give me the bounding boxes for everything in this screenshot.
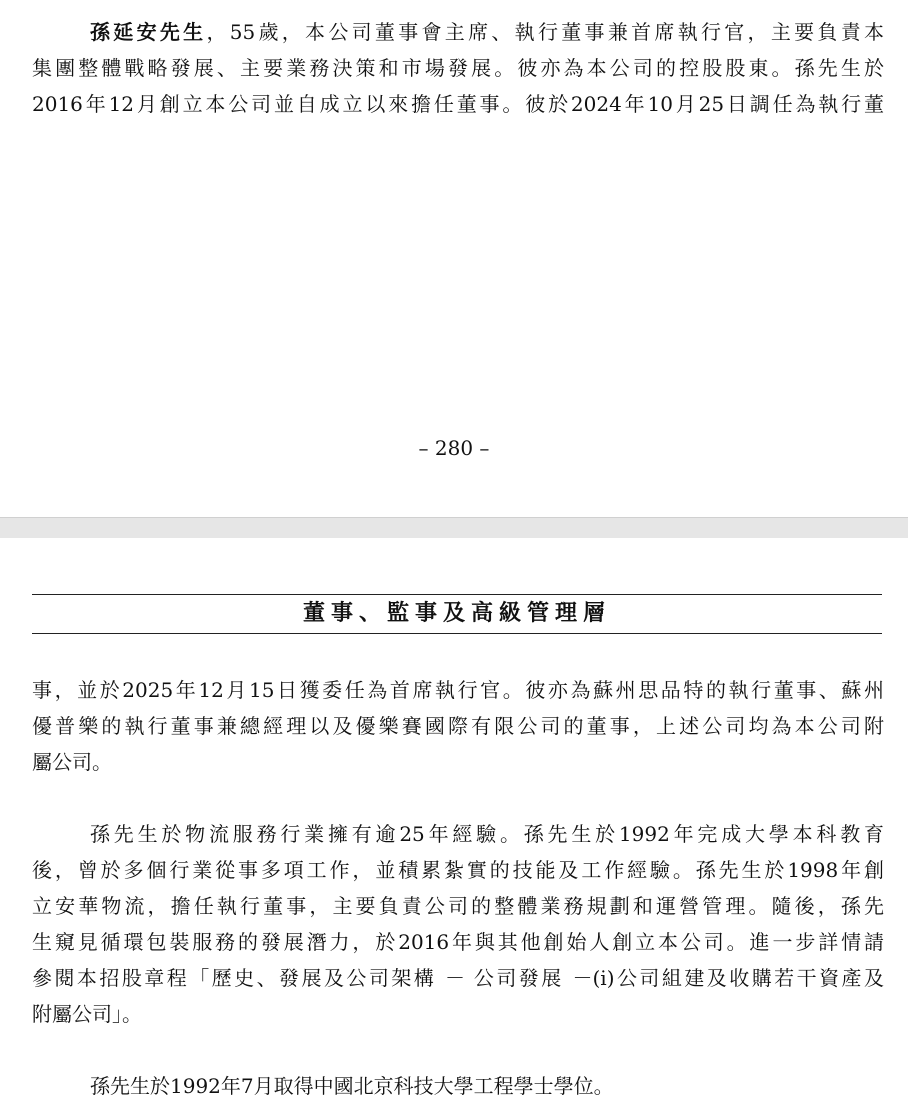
bio-line: 屬公司。 <box>32 750 112 774</box>
page-separator <box>0 517 908 538</box>
bio-line: 附屬公司」。 <box>32 1002 142 1026</box>
experience-paragraph <box>32 816 884 1032</box>
bio-paragraph-top <box>32 14 884 122</box>
director-name: 孫延安先生 <box>90 20 207 44</box>
page-number: – 280 – <box>418 436 490 460</box>
bio-line: 孫先生於物流服務行業擁有逾25年經驗。孫先生於1992年完成大學本科教育 <box>90 822 884 846</box>
bio-line: 孫先生於1992年7月取得中國北京科技大學工程學士學位。 <box>90 1074 614 1098</box>
bio-line: 集團整體戰略發展、主要業務決策和市場發展。彼亦為本公司的控股股東。孫先生於 <box>32 56 884 80</box>
bio-line: 優普樂的執行董事兼總經理以及優樂賽國際有限公司的董事，上述公司均為本公司附 <box>32 714 884 738</box>
bio-line: 參閱本招股章程「歷史、發展及公司架構 － 公司發展 －(i)公司組建及收購若干資產及 <box>32 966 884 990</box>
bio-line: 生窺見循環包裝服務的發展潛力，於2016年與其他創始人創立本公司。進一步詳情請 <box>32 930 884 954</box>
section-title: 董事、監事及高級管理層 <box>32 594 882 634</box>
education-paragraph <box>32 1068 884 1104</box>
bio-line <box>32 14 884 50</box>
bio-line: 立安華物流，擔任執行董事，主要負責公司的整體業務規劃和運營管理。隨後，孫先 <box>32 894 884 918</box>
bio-line: 2016年12月創立本公司並自成立以來擔任董事。彼於2024年10月25日調任為執行董 <box>32 92 884 116</box>
bio-line: 事，並於2025年12月15日獲委任為首席執行官。彼亦為蘇州思品特的執行董事、蘇州 <box>32 678 884 702</box>
bio-line: 後，曾於多個行業從事多項工作，並積累紮實的技能及工作經驗。孫先生於1998年創 <box>32 858 884 882</box>
bio-text: ，55歲，本公司董事會主席、執行董事兼首席執行官，主要負責本 <box>206 20 885 44</box>
bio-paragraph-continued <box>32 672 884 780</box>
